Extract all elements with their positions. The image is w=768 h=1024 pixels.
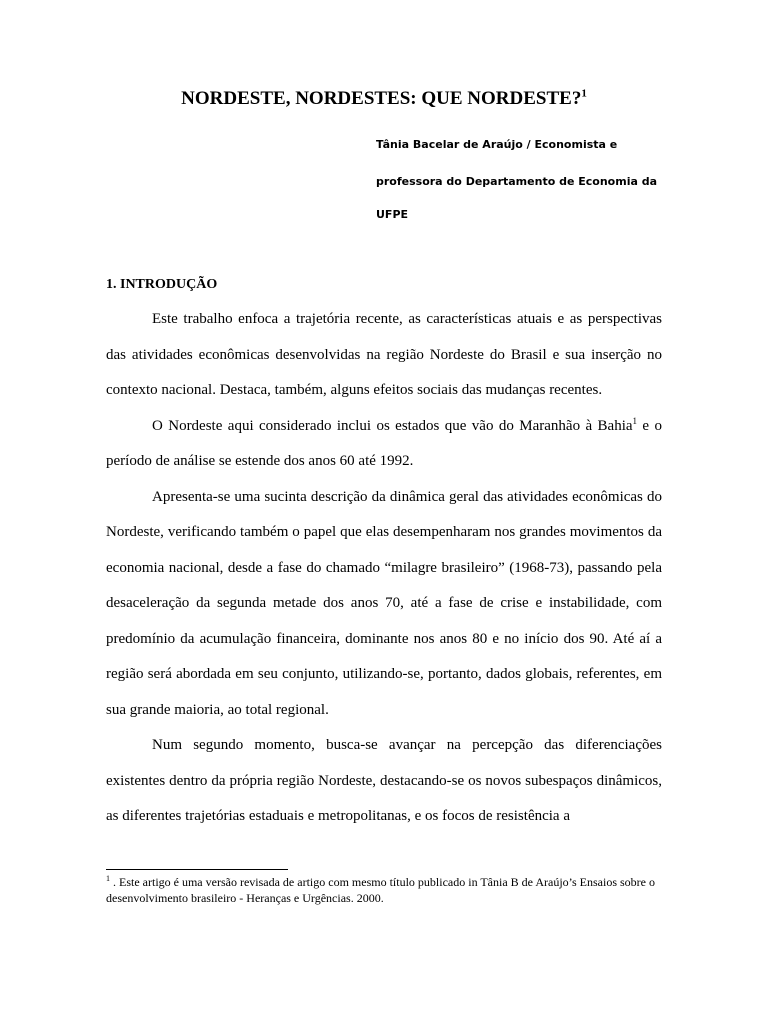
paragraph-2-after: e o período de análise se estende dos anos 60 até 1992. <box>106 417 662 469</box>
footnote-divider <box>106 869 288 870</box>
body-text <box>106 302 662 835</box>
paragraph-2 <box>106 409 662 480</box>
author-line-1: Tânia Bacelar de Araújo / Economista e <box>376 138 618 151</box>
author-line-3: UFPE <box>376 208 409 221</box>
paragraph-4: Num segundo momento, busca-se avançar na percepção das diferenciações existentes dentro da própria região Nordeste, destacando-se os novos subespaços dinâmicos, as diferentes trajetórias estaduais e metropolitanas, e os focos de resistência a <box>106 737 662 824</box>
footnote <box>106 874 666 906</box>
footnote-text: . Este artigo é uma versão revisada de artigo com mesmo título publicado in Tânia B de Araújo’s Ensaios sobre o desenvolvimento brasileiro - Heranças e Urgências. 2000. <box>106 875 655 905</box>
title-footnote-mark: 1 <box>581 87 587 100</box>
paragraph-1: Este trabalho enfoca a trajetória recente, as características atuais e as perspectivas das atividades econômicas desenvolvidas na região Nordeste do Brasil e sua inserção no contexto nacional. Destaca, também, alguns efeitos sociais das mudanças recentes. <box>106 311 662 398</box>
author-line-2: professora do Departamento de Economia da <box>376 175 658 188</box>
section-heading: 1. INTRODUÇÃO <box>106 277 218 292</box>
footnote-mark: 1 <box>106 874 110 883</box>
title-text: NORDESTE, NORDESTES: QUE NORDESTE? <box>181 88 582 109</box>
paragraph-2-footnote-mark: 1 <box>632 415 638 426</box>
paragraph-2-before: O Nordeste aqui considerado inclui os estados que vão do Maranhão à Bahia <box>152 417 633 434</box>
document-title <box>0 87 768 111</box>
paragraph-3: Apresenta-se uma sucinta descrição da dinâmica geral das atividades econômicas do Nordeste, verificando também o papel que elas desempenharam nos grandes movimentos da economia nacional, desde a fase do chamado “milagre brasileiro” (1968-73), passando pela desaceleração da segunda metade dos anos 70, até a fase de crise e instabilidade, com predomínio da acumulação financeira, dominante nos anos 80 e no início dos 90. Até aí a região será abordada em seu conjunto, utilizando-se, portanto, dados globais, referentes, em sua grande maioria, ao total regional. <box>106 488 662 718</box>
